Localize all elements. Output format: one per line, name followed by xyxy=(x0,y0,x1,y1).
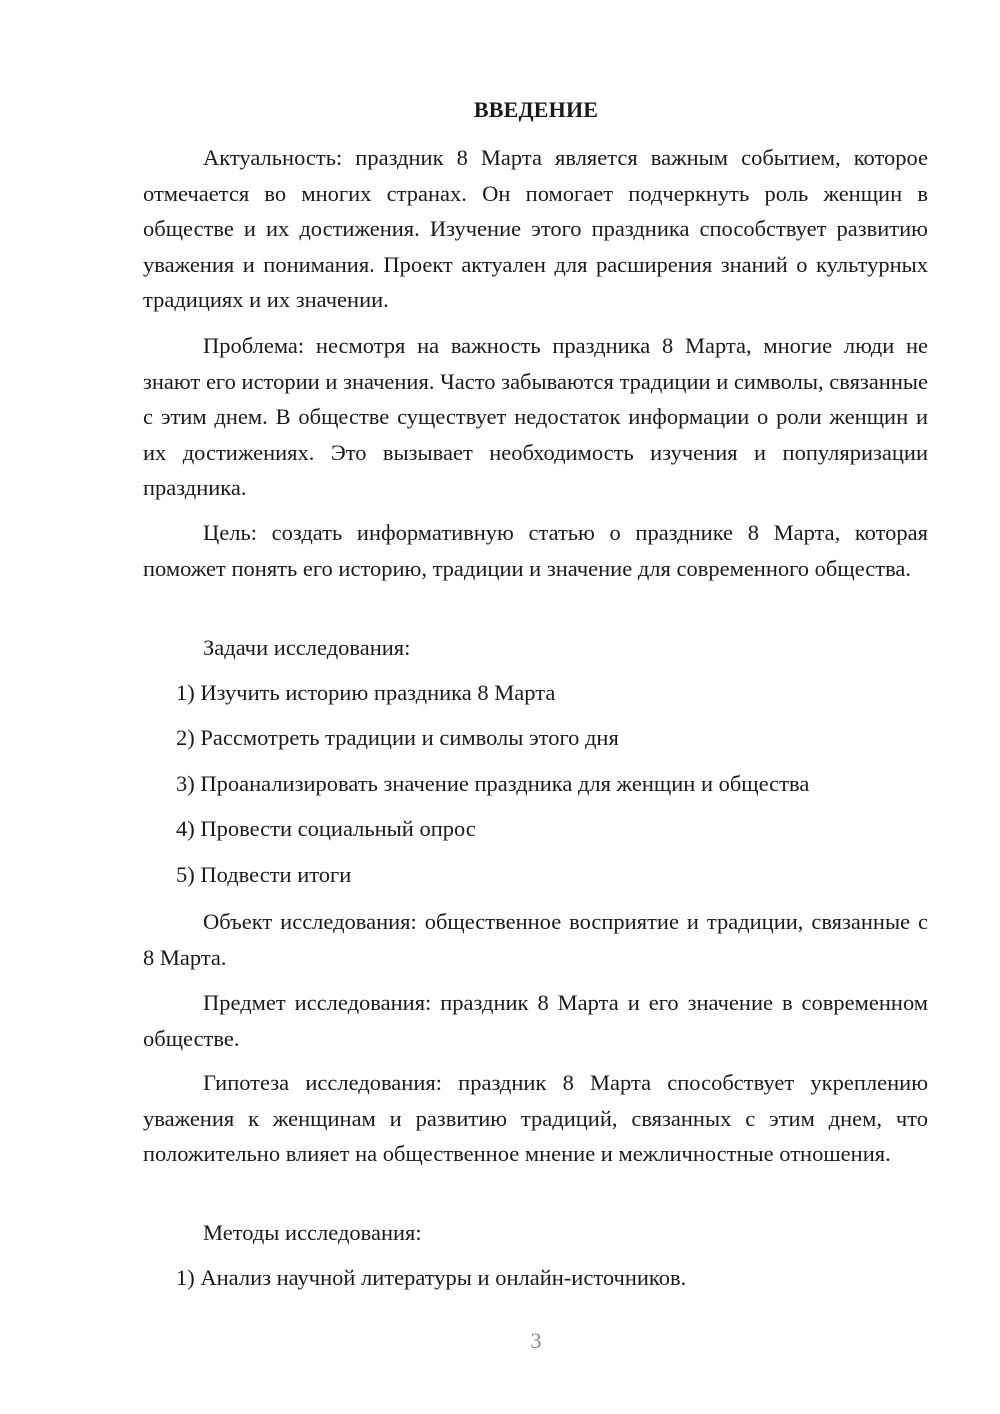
task-item: 5) Подвести итоги xyxy=(176,862,352,887)
section-heading: ВВЕДЕНИЕ xyxy=(473,97,599,122)
methods-title: Методы исследования: xyxy=(203,1220,422,1245)
task-item: 2) Рассмотреть традиции и символы этого дня xyxy=(176,725,619,750)
method-item: 1) Анализ научной литературы и онлайн-источников. xyxy=(176,1265,687,1290)
problem-paragraph: Проблема: несмотря на важность праздника 8 Марта, многие люди не знают его истории и значения. Часто забываются традиции и символы, связанные с этим днем. В обществе существует недостаток информации о роли женщин и их достижениях. Это вызывает необходимость изучения и популяризации праздника. xyxy=(143,333,928,500)
task-item: 1) Изучить историю праздника 8 Марта xyxy=(176,680,556,705)
relevance-paragraph: Актуальность: праздник 8 Марта является важным событием, которое отмечается во многих странах. Он помогает подчеркнуть роль женщин в обществе и их достижения. Изучение этого праздника способствует развитию уважения и понимания. Проект актуален для расширения знаний о культурных традициях и их значении. xyxy=(143,145,928,312)
subject-paragraph: Предмет исследования: праздник 8 Марта и его значение в современном обществе. xyxy=(143,990,928,1051)
object-paragraph: Объект исследования: общественное восприятие и традиции, связанные с 8 Марта. xyxy=(143,909,928,970)
task-item: 3) Проанализировать значение праздника для женщин и общества xyxy=(176,771,810,796)
page-number: 3 xyxy=(530,1328,542,1353)
tasks-title: Задачи исследования: xyxy=(203,635,411,660)
goal-paragraph: Цель: создать информативную статью о празднике 8 Марта, которая поможет понять его историю, традиции и значение для современного общества. xyxy=(143,520,928,581)
hypothesis-paragraph: Гипотеза исследования: праздник 8 Марта способствует укреплению уважения к женщинам и развитию традиций, связанных с этим днем, что положительно влияет на общественное мнение и межличностные отношения. xyxy=(143,1070,928,1166)
task-item: 4) Провести социальный опрос xyxy=(176,816,476,841)
